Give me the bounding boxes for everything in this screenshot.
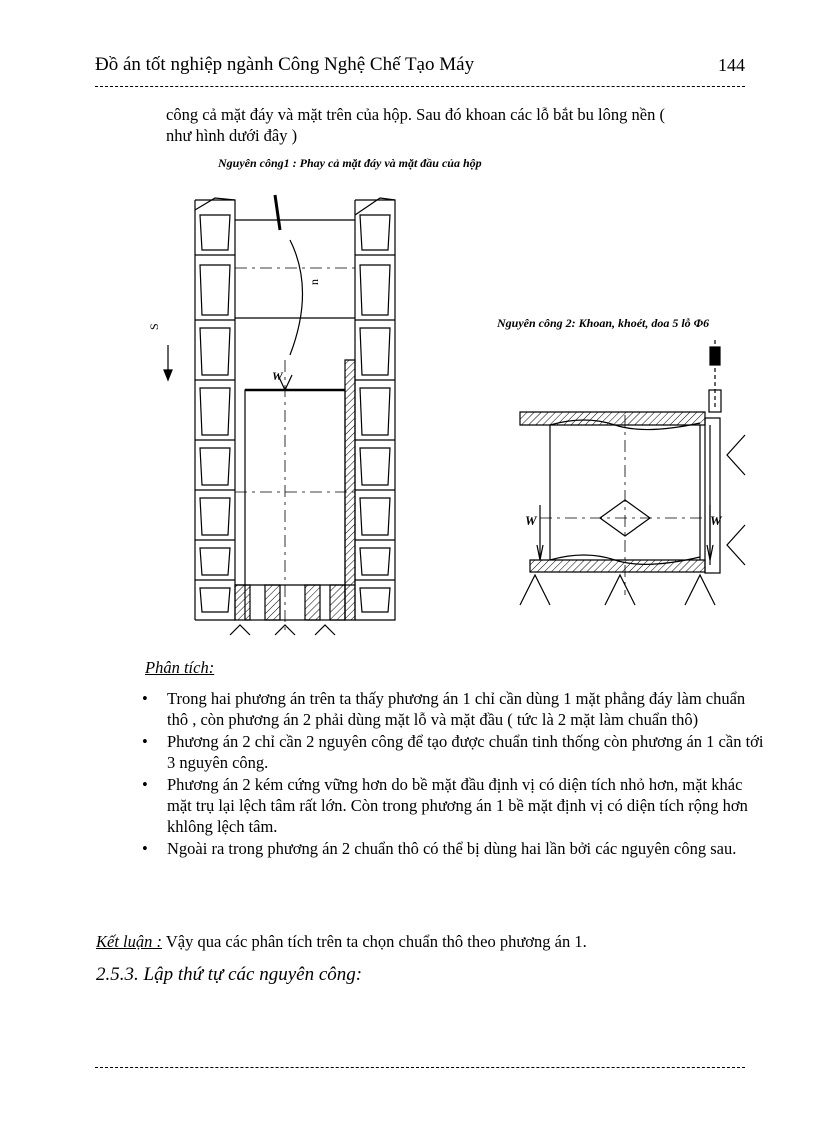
left-milling-cutter xyxy=(195,198,235,620)
speed-label-n: n xyxy=(307,279,321,285)
arbor xyxy=(235,220,355,318)
cut-direction-arrow xyxy=(275,195,280,230)
page-number: 144 xyxy=(718,55,745,75)
section-heading: 2.5.3. Lập thứ tự các nguyên công: xyxy=(96,964,363,985)
analysis-heading: Phân tích: xyxy=(145,658,215,677)
analysis-bullet: • Trong hai phương án trên ta thấy phương án 1 chỉ cần dùng 1 mặt phẳng đáy làm chuẩn thô , còn phương án 2 phải dùng mặt lỗ và mặt đầu ( tức là 2 mặt làm chuẩn thô) xyxy=(140,688,770,730)
drill-tool xyxy=(709,340,721,412)
intro-line-2: như hình dưới đây ) xyxy=(166,126,298,145)
clamp-label-w: W xyxy=(272,369,283,383)
document-header-title: Đồ án tốt nghiệp ngành Công Nghệ Chế Tạo Máy xyxy=(95,54,475,75)
analysis-bullet: • Phương án 2 chỉ cần 2 nguyên công để tạo được chuẩn tinh thống còn phương án 1 cần tới 3 nguyên công. xyxy=(140,731,770,773)
right-milling-cutter xyxy=(355,198,395,620)
conclusion-text: Vậy qua các phân tích trên ta chọn chuẩn thô theo phương án 1. xyxy=(162,932,587,951)
analysis-bullet: • Phương án 2 kém cứng vững hơn do bề mặt đầu định vị có diện tích nhỏ hơn, mặt khác mặt trụ lại lệch tâm rất lớn. Còn trong phương án 1 bề mặt định vị có diện tích rộng hơn khlông lệch tâm. xyxy=(140,774,770,837)
locating-supports xyxy=(230,625,335,635)
figure2-drilling-diagram xyxy=(505,335,750,615)
housing-section xyxy=(520,412,720,573)
bottom-supports xyxy=(520,575,715,605)
header-divider xyxy=(95,86,745,87)
rotation-arrow xyxy=(290,240,303,355)
clamp-label-w-right: W xyxy=(710,513,722,528)
conclusion-label: Kết luận : xyxy=(96,932,162,951)
analysis-list xyxy=(140,688,770,860)
feed-label-s: S xyxy=(147,323,161,330)
figure1-milling-diagram xyxy=(140,180,400,645)
workpiece-housing xyxy=(235,360,355,620)
footer-divider xyxy=(95,1067,745,1068)
analysis-bullet: • Ngoài ra trong phương án 2 chuẩn thô có thể bị dùng hai lần bởi các nguyên công sau. xyxy=(140,838,770,859)
figure2-caption: Nguyên công 2: Khoan, khoét, doa 5 lỗ Φ6 xyxy=(497,316,710,330)
intro-paragraph xyxy=(166,104,776,146)
conclusion xyxy=(96,932,587,952)
intro-line-1: công cả mặt đáy và mặt trên của hộp. Sau đó khoan các lỗ bắt bu lông nền ( xyxy=(166,105,665,124)
clamp-label-w-left: W xyxy=(525,513,537,528)
side-supports xyxy=(727,435,745,565)
figure1-caption: Nguyên công1 : Phay cả mặt đáy và mặt đầu của hộp xyxy=(218,156,482,170)
